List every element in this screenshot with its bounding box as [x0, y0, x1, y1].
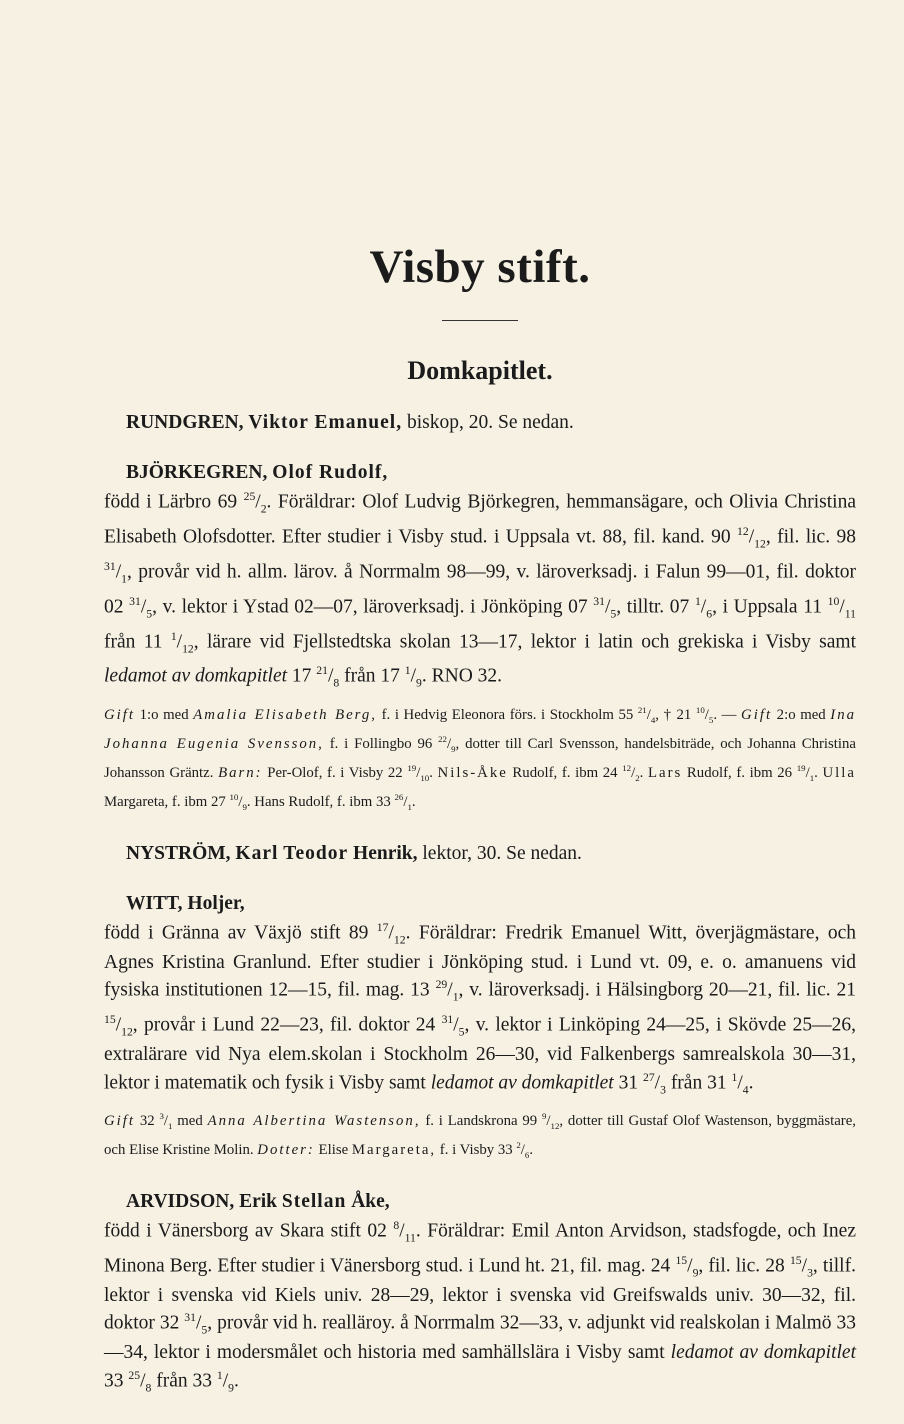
- entry-heading: NYSTRÖM, Karl Teodor Henrik, lektor, 30. Se nedan.: [126, 842, 582, 864]
- entry-list: [104, 410, 856, 1424]
- entry-heading: [104, 410, 856, 436]
- role-label: ledamot av domkapitlet: [104, 665, 288, 687]
- entry-biography: född i Vänersborg av Skara stift 02 $^8/_{11}$. Föräldrar: Emil Anton Arvidson, stadsfogde, och Inez Minona Berg. Efter studier i Vänersborg stud. i Lund ht. 21, fil. mag. 24 $^{15}/_9$, fil. lic. 28 $^{15}/_3$, tillf. lektor i svenska vid Kiels univ. 28—29, lektor i svenska vid Greifswalds univ. 30—32, fil. doktor 32 $^{31}/_5$, provår vid h. realläroy. å Norrmalm 32—33, v. adjunkt vid realskolan i Malmö 33—34, lektor i modersmålet och historia med samhällslära i Visby samt ledamot av domkapitlet 33 $^{25}/_8$ från 33 $^1/_9$.: [104, 1219, 856, 1395]
- role-label: ledamot av domkapitlet: [670, 1342, 856, 1364]
- given-names: Holjer,: [187, 892, 245, 914]
- surname: WITT,: [126, 892, 183, 914]
- surname: RUNDGREN,: [126, 412, 244, 433]
- entry-witt: [104, 891, 856, 1165]
- page-title: Visby stift.: [369, 241, 591, 293]
- entry-heading: [104, 460, 856, 486]
- role-label: ledamot av domkapitlet: [430, 1072, 614, 1094]
- title-divider: [442, 320, 518, 321]
- surname: ARVIDSON,: [126, 1191, 235, 1213]
- entry-biography: född i Lärbro 69 $^{25}/_2$. Föräldrar: Olof Ludvig Björkegren, hemmansägare, och Olivia Christina Elisabeth Olofsdotter. Efter studier i Visby stud. i Uppsala vt. 88, fil. kand. 90 $^{12}/_{12}$, fil. lic. 98 $^{31}/_1$, provår vid h. allm. lärov. å Norrmalm 98—99, v. läroverksadj. i Falun 99—01, fil. doktor 02 $^{31}/_5$, v. lektor i Ystad 02—07, läroverksadj. i Jönköping 07 $^{31}/_5$, tilltr. 07 $^1/_6$, i Uppsala 11 $^{10}/_{11}$ från 11 $^1/_{12}$, lärare vid Fjellstedtska skolan 13—17, lektor i latin och grekiska i Visby samt ledamot av domkapitlet 17 $^{21}/_8$ från 17 $^1/_9$. RNO 32.: [104, 490, 857, 690]
- entry-family: Gift 1:o med Amalia Elisabeth Berg, f. i Hedvig Eleonora förs. i Stockholm 55 $^{21}/_4$, † 21 $^{10}/_5$. — Gift 2:o med Ina Johanna Eugenia Svensson, f. i Follingbo 96 $^{22}/_9$, dotter till Carl Svensson, handelsbiträde, och Johanna Christina Johansson Gräntz. Barn: Per-Olof, f. i Visby 22 $^{19}/_{10}$. Nils-Åke Rudolf, f. ibm 24 $^{12}/_2$. Lars Rudolf, f. ibm 26 $^{19}/_1$. Ulla Margareta, f. ibm 27 $^{10}/_9$. Hans Rudolf, f. ibm 33 $^{26}/_1$.: [104, 705, 857, 812]
- entry-arvidson: [104, 1189, 856, 1400]
- entry-rundgren: [104, 410, 856, 436]
- entry-heading: ARVIDSON, Erik Stellan Åke,: [126, 1191, 390, 1213]
- section-title: Domkapitlet.: [407, 356, 553, 385]
- entry-heading: [104, 891, 856, 917]
- entry-note: lektor, 30. Se nedan.: [422, 842, 582, 864]
- entry-biography: född i Gränna av Växjö stift 89 $^{17}/_{12}$. Föräldrar: Fredrik Emanuel Witt, överjägmästare, och Agnes Kristina Granlund. Efter studier i Jönköping stud. i Lund vt. 09, e. o. amanuens vid fysiska institutionen 12—15, fil. mag. 13 $^{29}/_1$, v. läroverksadj. i Hälsingborg 20—21, fil. lic. 21 $^{15}/_{12}$, provår i Lund 22—23, fil. doktor 24 $^{31}/_5$, v. lektor i Linköping 24—25, i Skövde 25—26, extralärare vid Nya elem.skolan i Stockholm 26—30, vid Falkenbergs samrealskola 30—31, lektor i matematik och fysik i Visby samt ledamot av domkapitlet 31 $^{27}/_3$ från 31 $^1/_4$.: [104, 920, 857, 1096]
- surname: NYSTRÖM,: [126, 842, 231, 864]
- entry-family: Gift 32 $^3/_1$ med Anna Albertina Wastenson, f. i Landskrona 99 $^9/_{12}$, dotter till Gustaf Olof Wastenson, byggmästare, och Elise Kristine Molin. Dotter: Elise Margareta, f. i Visby 33 $^2/_6$.: [104, 1111, 857, 1161]
- entry-nystrom: [104, 841, 856, 867]
- given-names: Olof Rudolf,: [272, 462, 389, 483]
- given-names: Viktor Emanuel,: [248, 412, 403, 433]
- surname: BJÖRKEGREN,: [126, 462, 268, 483]
- entry-bjorkegren: [104, 460, 856, 817]
- entry-note: biskop, 20. Se nedan.: [406, 412, 574, 433]
